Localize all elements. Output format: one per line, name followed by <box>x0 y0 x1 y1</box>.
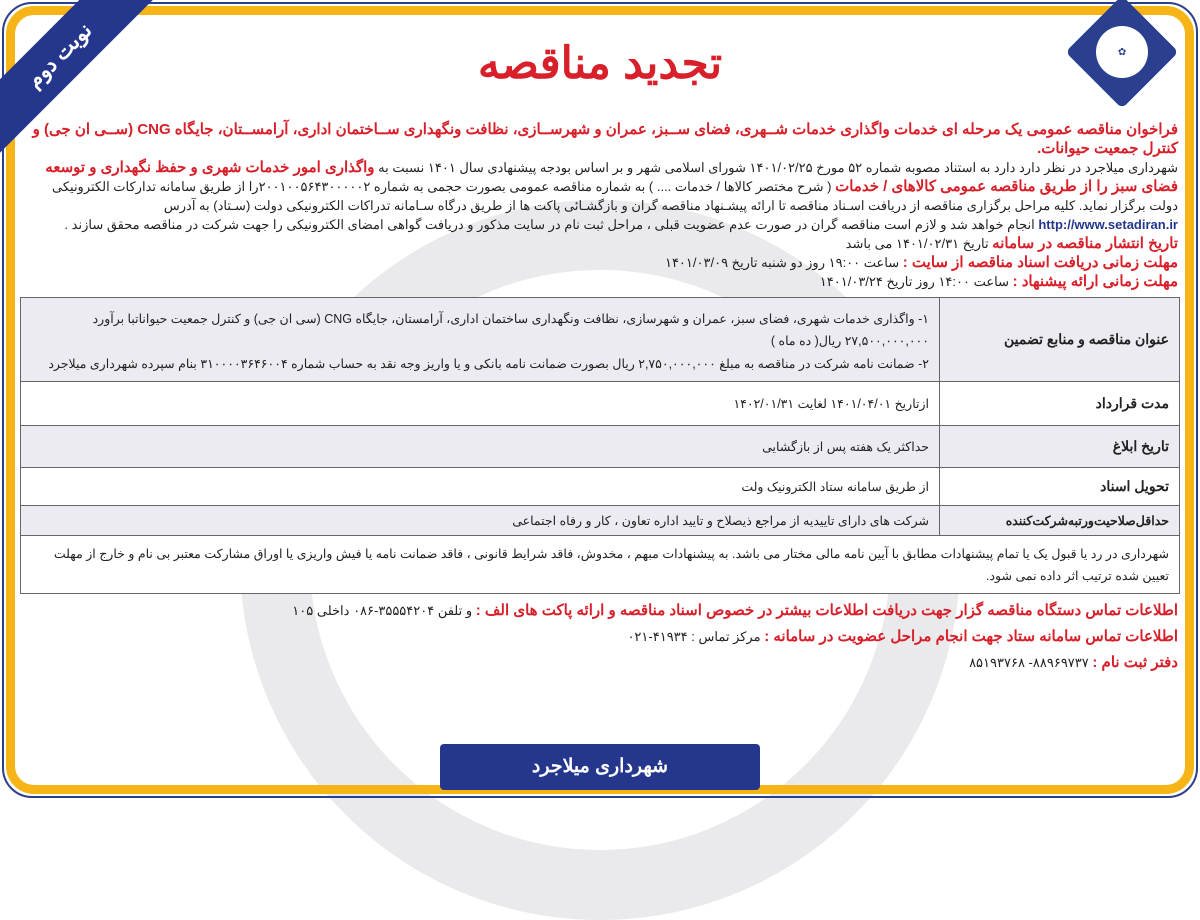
table-row <box>21 536 1180 594</box>
row-label: حداقل‌صلاحیت‌ورتبه‌شرکت‌کننده <box>940 506 1180 536</box>
value: ساعت ۱۴:۰۰ روز تاریخ ۱۴۰۱/۰۳/۲۴ <box>819 274 1013 289</box>
tender-table <box>20 297 1180 594</box>
value: و تلفن ۳۵۵۵۴۲۰۴-۰۸۶ داخلی ۱۰۵ <box>292 603 476 618</box>
intro-heading: فراخوان مناقصه عمومی یک مرحله ای خدمات واگذاری خدمات شــهری، فضای ســبز، عمران و شهرســازی، نظافت ونگهداری ســاختمان اداری، آرامســتان، جایگاه CNG (ســی ان جی) و کنترل جمعیت حیوانات. <box>32 121 1178 157</box>
table-row <box>21 506 1180 536</box>
label: اطلاعات تماس دستگاه مناقصه گزار جهت دریافت اطلاعات بیشتر در خصوص اسناد مناقصه و ارائه پاکت های الف : <box>475 602 1178 619</box>
footer-banner: شهرداری میلاجرد <box>440 744 760 790</box>
row-value: ازتاریخ ۱۴۰۱/۰۴/۰۱ لغایت ۱۴۰۲/۰۱/۳۱ <box>21 382 940 426</box>
label: اطلاعات تماس سامانه ستاد جهت انجام مراحل عضویت در سامانه : <box>764 628 1178 645</box>
p1c: ( شرح مختصر کالاها / خدمات .... ) به شماره مناقصه عمومی بصورت حجمی به شماره ۲۰۰۱۰۰۵۶۴۳۰۰۰۰۰۲را از طریق سامانه تدارکات الکترونیکی دولت برگزار نماید. کلیه مراحل برگزاری مناقصه از دریافت اسـناد مناقصه تا ارائه پیشـنهاد مناقصه گران و بازگشـائی پاکت ها از طریق درگاه سـامانه تدراکات الکترونیکی دولت (سـتاد) به آدرس <box>52 179 1178 213</box>
publish-date <box>22 234 1178 253</box>
contact-line <box>22 650 1178 676</box>
table-row <box>21 426 1180 468</box>
value: مرکز تماس : ۴۱۹۳۴-۰۲۱ <box>627 629 765 644</box>
table-note: شهرداری در رد یا قبول یک یا تمام پیشنهادات مطابق با آیین نامه مالی مختار می باشد. به پیشنهادات مبهم ، مخدوش، فاقد شرایط قانونی ، فاقد ضمانت نامه یا فیش واریزی یا اوراق مشارکت معتبر بی نام و خارج از مهلت تعیین شده ترتیب اثر داده نمی شود. <box>21 536 1180 594</box>
row-label: تاریخ ابلاغ <box>940 426 1180 468</box>
round-badge: نوبت دوم <box>0 0 160 160</box>
logo-emblem-icon: ✿ <box>1096 26 1148 78</box>
table-row <box>21 468 1180 506</box>
value: تاریخ ۱۴۰۱/۰۲/۳۱ می باشد <box>845 236 993 251</box>
page-title: تجدید مناقصه <box>477 39 723 88</box>
label: مهلت زمانی ارائه پیشنهاد : <box>1012 273 1178 290</box>
intro-paragraph <box>22 158 1178 234</box>
p1b: واگذاری امور خدمات شهری و حفظ نگهداری و توسعه فضای سبز را از طریق مناقصه عمومی کالاهای / خدمات <box>45 159 1178 195</box>
line: ۲- ضمانت نامه شرکت در مناقصه به مبلغ ۲,۷۵۰,۰۰۰,۰۰۰ ریال بصورت ضمانت نامه بانکی و یا واریز وجه نقد به حساب شماره ۳۱۰۰۰۰۳۶۴۶۰۰۴ بنام سپرده شهرداری میلاجرد <box>48 357 929 371</box>
p1a: شهرداری میلاجرد در نظر دارد دارد به استناد مصوبه شماره ۵۲ مورخ ۱۴۰۱/۰۲/۲۵ شورای اسلامی شهر و بر اساس بودجه پیشنهادی سال ۱۴۰۱ نسبت به <box>374 160 1178 175</box>
row-label: تحویل اسناد <box>940 468 1180 506</box>
value: ساعت ۱۹:۰۰ روز دو شنبه تاریخ ۱۴۰۱/۰۳/۰۹ <box>664 255 903 270</box>
label: تاریخ انتشار مناقصه در سامانه <box>992 235 1178 252</box>
line: ۱- واگذاری خدمات شهری، فضای سبز، عمران و شهرسازی، نظافت ونگهداری ساختمان اداری، آرامستان، جایگاه CNG (سی ان جی) و کنترل جمعیت حیواناتبا برآورد ۲۷,۵۰۰,۰۰۰,۰۰۰ ریال( ده ماه ) <box>92 312 929 348</box>
row-value: شرکت های دارای تاییدیه از مراجع ذیصلاح و تایید اداره تعاون ، کار و رفاه اجتماعی <box>21 506 940 536</box>
p1d: انجام خواهد شد و لازم است مناقصه گران در صورت عدم عضویت قبلی ، مراحل ثبت نام در سایت مذکور و دریافت گواهی امضای الکترونیکی را جهت شرکت در مناقصه محقق سازند . <box>64 217 1039 232</box>
row-value <box>21 298 940 382</box>
row-value: از طریق سامانه ستاد الکترونیک ولت <box>21 468 940 506</box>
label: دفتر ثبت نام : <box>1092 654 1178 671</box>
value: ۸۸۹۶۹۷۳۷- ۸۵۱۹۳۷۶۸ <box>969 655 1093 670</box>
table-row <box>21 382 1180 426</box>
intro <box>20 120 1180 291</box>
row-label: عنوان مناقصه و منابع تضمین <box>940 298 1180 382</box>
offer-deadline <box>22 272 1178 291</box>
label: مهلت زمانی دریافت اسناد مناقصه از سایت : <box>902 254 1178 271</box>
docs-deadline <box>22 253 1178 272</box>
table-row <box>21 298 1180 382</box>
main-body <box>20 120 1180 676</box>
contacts <box>20 594 1180 676</box>
setad-link[interactable]: http://www.setadiran.ir <box>1038 217 1178 232</box>
row-value: حداکثر یک هفته پس از بازگشایی <box>21 426 940 468</box>
contact-line <box>22 598 1178 624</box>
contact-line <box>22 624 1178 650</box>
row-label: مدت قرارداد <box>940 382 1180 426</box>
